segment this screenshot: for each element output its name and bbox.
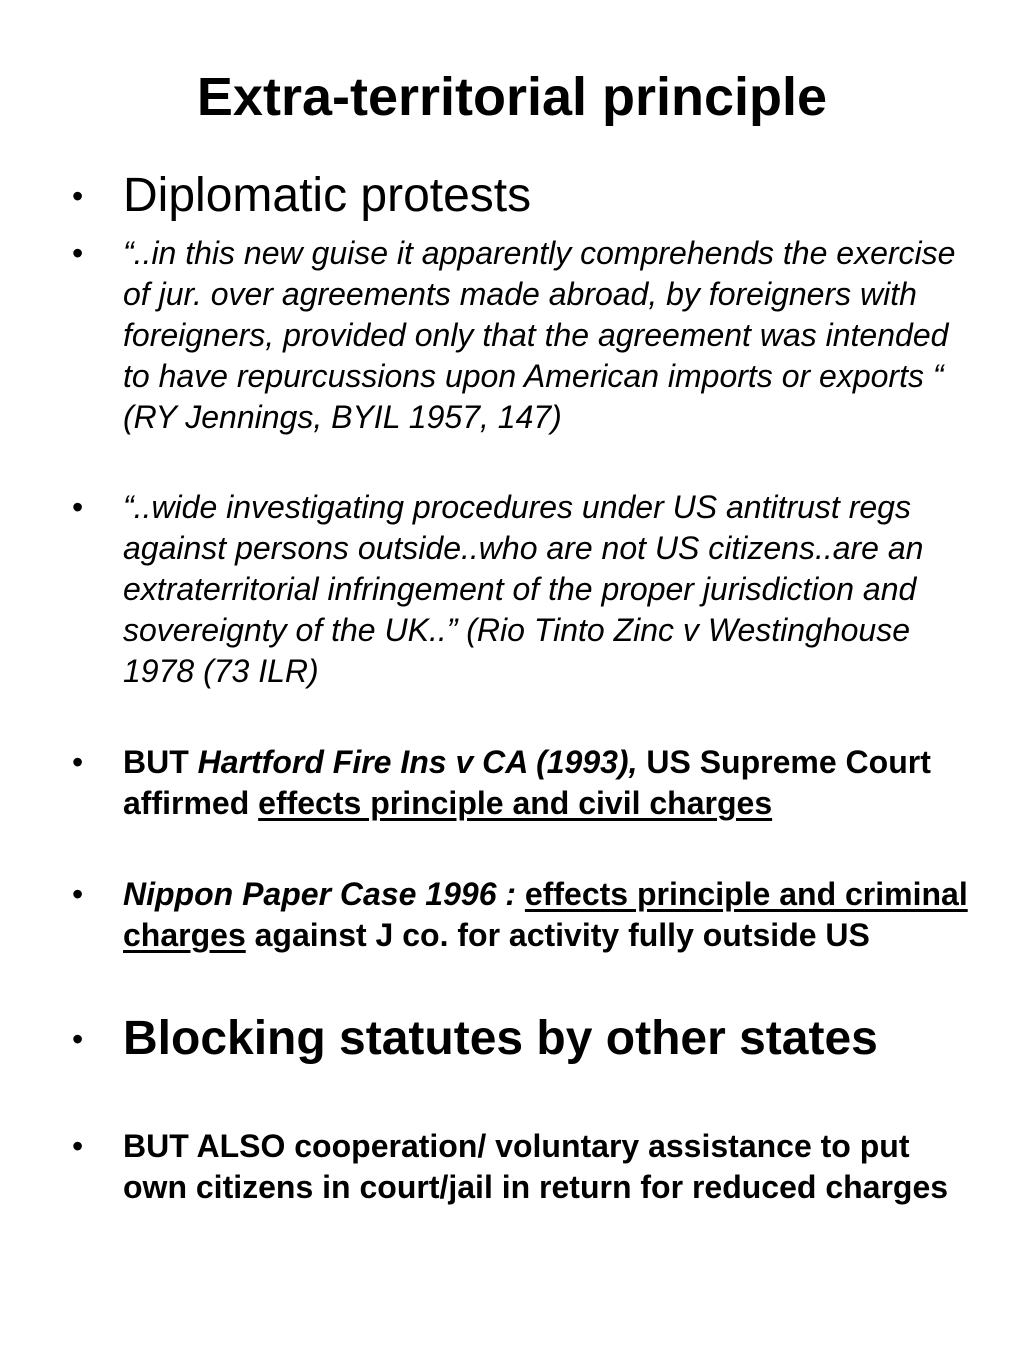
bullet-text-part: BUT — [123, 744, 198, 780]
slide-title: Extra-territorial principle — [196, 67, 828, 127]
case-name: Hartford Fire Ins v CA (1993), — [197, 744, 638, 780]
bullet-text: “..in this new guise it apparently comprehends the exercise of jur. over agreements made abroad, by foreigners with foreigners, provided only that the agreement was intended to have repurcussions upon American imports or exports “ (RY Jennings, BYIL 1957, 147) — [123, 235, 956, 435]
bullet-text: “..wide investigating procedures under US antitrust regs against persons outside..who are not US citizens..are an extraterritorial infringement of the proper jurisdiction and sovereignty of the UK..” (Rio Tinto Zinc v Westinghouse 1978 (73 ILR) — [123, 489, 924, 689]
case-name: Nippon Paper Case 1996 : — [123, 876, 517, 912]
bullet-marker: • — [72, 489, 84, 525]
bullet-marker: • — [72, 876, 84, 912]
underlined-text: effects principle and criminal charges — [123, 876, 968, 953]
bullet-text — [123, 742, 973, 824]
bullet-text: Diplomatic protests — [123, 169, 532, 222]
bullet-text-part — [516, 876, 525, 912]
bullet-text-part: US Supreme Court affirmed — [123, 744, 931, 821]
bullet-text: Blocking statutes by other states — [123, 1012, 878, 1065]
bullet-text — [123, 874, 973, 956]
bullet-marker: • — [72, 235, 84, 271]
bullet-marker: • — [72, 1021, 84, 1057]
bullet-marker: • — [72, 178, 84, 214]
bullet-text: BUT ALSO cooperation/ voluntary assistance to put own citizens in court/jail in return for reduced charges — [123, 1128, 949, 1205]
bullet-text-part: against J co. for activity fully outside US — [245, 917, 870, 953]
underlined-text: effects principle and civil charges — [258, 785, 773, 821]
bullet-marker: • — [72, 744, 84, 780]
bullet-marker: • — [72, 1128, 84, 1164]
